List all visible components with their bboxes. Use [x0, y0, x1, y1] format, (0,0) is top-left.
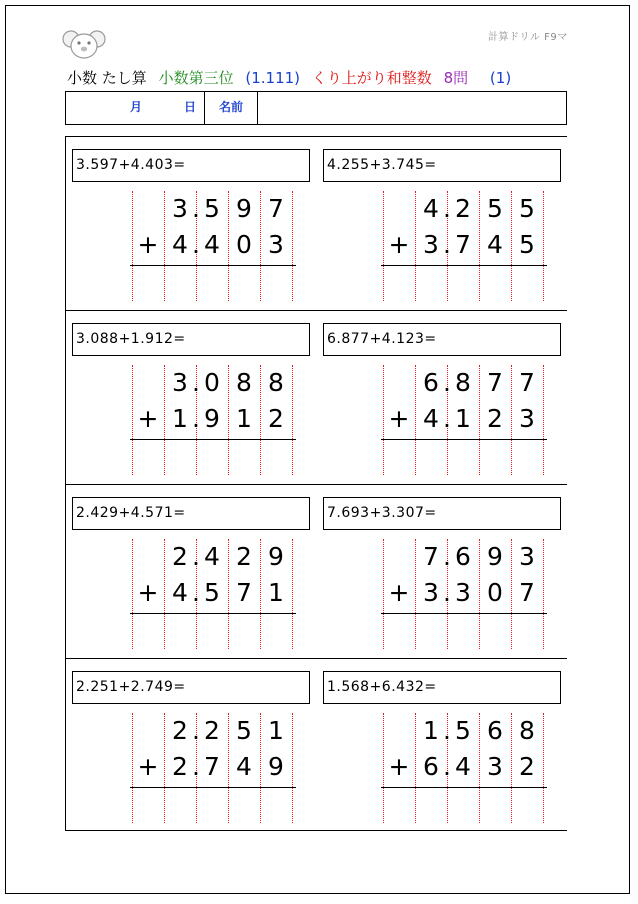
augend-digit: 5: [487, 194, 503, 223]
plus-sign: +: [137, 578, 159, 607]
addend-digit: 5: [204, 578, 220, 607]
addend-digit: 2: [172, 752, 188, 781]
day-label: 日: [184, 100, 197, 114]
digit-guide-line: [543, 365, 544, 475]
decimal-point: .: [443, 578, 451, 607]
addend-digit: 9: [204, 404, 220, 433]
row-separator: [65, 310, 567, 311]
question-box[interactable]: 2.429+4.571=: [72, 497, 310, 530]
decimal-point: .: [192, 194, 200, 223]
addend-digit: 2: [487, 404, 503, 433]
augend-digit: 7: [487, 368, 503, 397]
decimal-point: .: [192, 404, 200, 433]
digit-guide-line: [543, 191, 544, 301]
page-title: [67, 67, 518, 88]
augend-digit: 8: [268, 368, 284, 397]
title-decimal-place: 小数第三位: [158, 69, 234, 87]
addend-digit: 4: [455, 752, 471, 781]
sum-line: [381, 439, 547, 440]
brand-label: 計算ドリル F9マ: [488, 32, 568, 43]
augend-digit: 9: [268, 542, 284, 571]
augend-digit: 1: [268, 716, 284, 745]
row-separator: [65, 658, 567, 659]
problem-6: [323, 497, 563, 657]
decimal-point: .: [192, 230, 200, 259]
decimal-point: .: [192, 368, 200, 397]
sum-line: [130, 265, 296, 266]
addend-digit: 0: [236, 230, 252, 259]
decimal-point: .: [192, 578, 200, 607]
augend-digit: 2: [455, 194, 471, 223]
addend-digit: 0: [487, 578, 503, 607]
plus-sign: +: [137, 404, 159, 433]
augend-digit: 5: [236, 716, 252, 745]
plus-sign: +: [388, 404, 410, 433]
decimal-point: .: [443, 194, 451, 223]
decimal-point: .: [443, 368, 451, 397]
addend-digit: 6: [423, 752, 439, 781]
augend-digit: 2: [172, 542, 188, 571]
addend-digit: 4: [423, 404, 439, 433]
grid-top-border: [65, 136, 567, 137]
column-addition: [381, 539, 543, 649]
addend-digit: 1: [455, 404, 471, 433]
sum-line: [130, 787, 296, 788]
problem-5: [72, 497, 312, 657]
augend-digit: 7: [268, 194, 284, 223]
column-addition: [130, 191, 292, 301]
addend-digit: 2: [519, 752, 535, 781]
addend-digit: 3: [268, 230, 284, 259]
addend-digit: 4: [236, 752, 252, 781]
addend-digit: 3: [423, 578, 439, 607]
addend-digit: 7: [455, 230, 471, 259]
augend-digit: 2: [204, 716, 220, 745]
title-count: 8問: [443, 69, 469, 87]
plus-sign: +: [388, 230, 410, 259]
column-addition: [130, 539, 292, 649]
addend-digit: 7: [204, 752, 220, 781]
addend-digit: 9: [268, 752, 284, 781]
problem-1: [72, 149, 312, 309]
addend-digit: 1: [268, 578, 284, 607]
digit-guide-line: [543, 539, 544, 649]
column-addition: [130, 713, 292, 823]
augend-digit: 8: [455, 368, 471, 397]
augend-digit: 1: [423, 716, 439, 745]
month-label: 月: [130, 100, 143, 114]
augend-digit: 6: [455, 542, 471, 571]
name-label: 名前: [204, 92, 258, 124]
sum-line: [381, 787, 547, 788]
augend-digit: 4: [204, 542, 220, 571]
plus-sign: +: [388, 752, 410, 781]
decimal-point: .: [443, 752, 451, 781]
question-box[interactable]: 1.568+6.432=: [323, 671, 561, 704]
augend-digit: 6: [487, 716, 503, 745]
decimal-point: .: [192, 716, 200, 745]
column-addition: [381, 713, 543, 823]
problem-grid: [65, 136, 567, 831]
addend-digit: 3: [455, 578, 471, 607]
digit-guide-line: [543, 713, 544, 823]
augend-digit: 3: [519, 542, 535, 571]
sum-line: [381, 265, 547, 266]
addend-digit: 7: [236, 578, 252, 607]
augend-digit: 5: [455, 716, 471, 745]
digit-guide-line: [292, 713, 293, 823]
title-sheet-number: (1): [489, 69, 512, 87]
question-box[interactable]: 3.597+4.403=: [72, 149, 310, 182]
decimal-point: .: [443, 230, 451, 259]
column-addition: [130, 365, 292, 475]
addend-digit: 3: [519, 404, 535, 433]
plus-sign: +: [137, 230, 159, 259]
question-box[interactable]: 4.255+3.745=: [323, 149, 561, 182]
question-box[interactable]: 6.877+4.123=: [323, 323, 561, 356]
plus-sign: +: [137, 752, 159, 781]
plus-sign: +: [388, 578, 410, 607]
problem-4: [323, 323, 563, 483]
sum-line: [381, 613, 547, 614]
digit-guide-line: [292, 539, 293, 649]
addend-digit: 5: [519, 230, 535, 259]
augend-digit: 7: [423, 542, 439, 571]
row-separator: [65, 484, 567, 485]
addend-digit: 2: [268, 404, 284, 433]
addend-digit: 3: [487, 752, 503, 781]
question-box[interactable]: 7.693+3.307=: [323, 497, 561, 530]
decimal-point: .: [443, 542, 451, 571]
augend-digit: 3: [172, 368, 188, 397]
problem-7: [72, 671, 312, 831]
title-example: (1.111): [245, 69, 301, 87]
problem-8: [323, 671, 563, 831]
augend-digit: 2: [172, 716, 188, 745]
addend-digit: 4: [487, 230, 503, 259]
augend-digit: 5: [519, 194, 535, 223]
augend-digit: 9: [236, 194, 252, 223]
addend-digit: 3: [423, 230, 439, 259]
digit-guide-line: [292, 365, 293, 475]
sum-line: [130, 613, 296, 614]
augend-digit: 6: [423, 368, 439, 397]
augend-digit: 8: [236, 368, 252, 397]
sum-line: [130, 439, 296, 440]
augend-digit: 9: [487, 542, 503, 571]
question-box[interactable]: 3.088+1.912=: [72, 323, 310, 356]
decimal-point: .: [192, 542, 200, 571]
name-date-bar: [65, 91, 567, 125]
addend-digit: 1: [172, 404, 188, 433]
question-box[interactable]: 2.251+2.749=: [72, 671, 310, 704]
title-carry: くり上がり和整数: [311, 69, 432, 87]
augend-digit: 3: [172, 194, 188, 223]
koala-mascot-icon: [62, 28, 106, 60]
augend-digit: 4: [423, 194, 439, 223]
augend-digit: 5: [204, 194, 220, 223]
digit-guide-line: [292, 191, 293, 301]
augend-digit: 2: [236, 542, 252, 571]
decimal-point: .: [443, 716, 451, 745]
addend-digit: 4: [172, 230, 188, 259]
column-addition: [381, 365, 543, 475]
addend-digit: 4: [204, 230, 220, 259]
augend-digit: 8: [519, 716, 535, 745]
problem-2: [323, 149, 563, 309]
addend-digit: 1: [236, 404, 252, 433]
column-addition: [381, 191, 543, 301]
decimal-point: .: [443, 404, 451, 433]
augend-digit: 7: [519, 368, 535, 397]
decimal-point: .: [192, 752, 200, 781]
addend-digit: 7: [519, 578, 535, 607]
problem-3: [72, 323, 312, 483]
title-operation: 小数 たし算: [67, 69, 147, 87]
addend-digit: 4: [172, 578, 188, 607]
augend-digit: 0: [204, 368, 220, 397]
